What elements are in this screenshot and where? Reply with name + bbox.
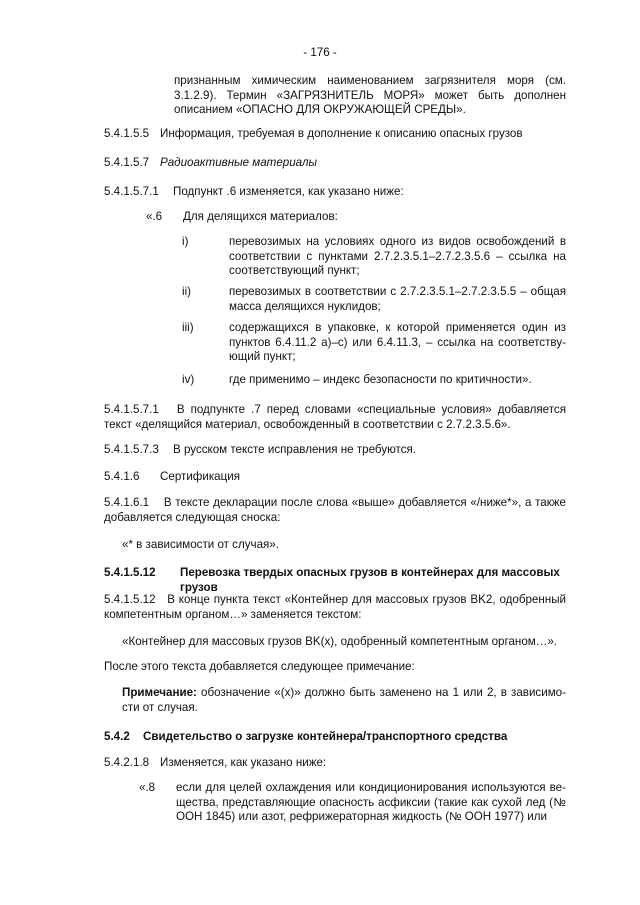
section-title: Информация, требуемая в дополнение к описанию опасных грузов: [160, 127, 523, 140]
section-number: 5.4.1.5.7: [104, 156, 150, 169]
section-5-4-1-5-12: [104, 593, 566, 622]
section-text: В тексте декларации после слова «выше» добавляется «/ниже*», а также добавляется следующая сноска:: [104, 496, 567, 524]
subitem-number: iv): [182, 373, 195, 386]
page-number: - 176 -: [303, 46, 337, 59]
item-6-text: Для делящихся материалов:: [183, 210, 338, 223]
item-8-text: если для целей охлаждения или кондиционирования используются вещества, представляющие опасность асфиксии (такие как сухой лед (№ ООН 1845) или азот, рефрижераторная жидкость (№ ООН 1977) или: [176, 781, 566, 824]
section-text: В конце пункта текст «Контейнер для массовых грузов BK2, одобренный компетентным органом…» заменяется текстом:: [104, 593, 566, 621]
section-number: 5.4.1.5.12: [104, 566, 156, 579]
section-text: В подпункте .7 перед словами «специальные условия» добавляется текст «делящийся материал, освобожденный в соответствии с 2.7.2.3.5.6».: [104, 403, 566, 431]
after-text: После этого текста добавляется следующее примечание:: [104, 660, 415, 673]
subitem-text: перевозимых в соответствии с 2.7.2.3.5.1–2.7.2.3.5.5 – общая масса делящихся нуклидов;: [229, 285, 566, 313]
subitem-text: где применимо – индекс безопасности по критичности».: [229, 373, 532, 386]
subitem-text: содержащихся в упаковке, к которой применяется один из пунктов 6.4.11.2 a)–c) или 6.4.11.3, – ссылка на соответствующий пункт;: [229, 321, 566, 364]
section-number: 5.4.1.5.5: [104, 127, 150, 140]
section-number: 5.4.1.6.1: [104, 496, 150, 509]
section-number: 5.4.1.5.7.1: [104, 403, 159, 416]
bk-quote: «Контейнер для массовых грузов BK(x), одобренный компетентным органом…».: [122, 635, 557, 648]
section-title: Радиоактивные материалы: [160, 156, 318, 169]
footnote-quote: «* в зависимости от случая».: [122, 538, 279, 551]
section-number: 5.4.1.5.12: [104, 593, 156, 606]
section-text: Изменяется, как указано ниже:: [160, 756, 327, 769]
subitem-number: ii): [182, 285, 192, 298]
section-5-4-1-6-1: [104, 496, 566, 525]
section-text: Подпункт .6 изменяется, как указано ниже:: [173, 185, 404, 198]
continuation-text: признанным химическим наименованием загрязнителя моря (см. 3.1.2.9). Термин «ЗАГРЯЗНИТЕЛЬ МОРЯ» может быть дополнен описанием «ОПАСНО ДЛЯ ОКРУЖАЮЩЕЙ СРЕДЫ».: [174, 74, 566, 117]
section-title: Перевозка твердых опасных грузов в контейнерах для массовых грузов: [180, 566, 560, 594]
section-title: Сертификация: [160, 470, 240, 483]
section-number: 5.4.2: [104, 730, 130, 743]
item-6-number: «.6: [146, 210, 163, 223]
item-8-number: «.8: [139, 781, 156, 794]
continuation-paragraph: [174, 74, 566, 118]
subitem-number: i): [182, 235, 189, 248]
note-label: Примечание:: [122, 686, 197, 699]
section-number: 5.4.1.6: [104, 470, 140, 483]
subitem-text: перевозимых на условиях одного из видов освобождений в соответствии с пунктами 2.7.2.3.5.1–2.7.2.3.5.6 – ссылка на соответствующий пункт;: [229, 235, 566, 278]
section-number: 5.4.2.1.8: [104, 756, 150, 769]
subitem-number: iii): [182, 321, 194, 334]
note-text: обозначение «(x)» должно быть заменено на 1 или 2, в зависимости от случая.: [122, 686, 566, 714]
section-5-4-1-5-7-1-second: [104, 403, 566, 432]
section-text: В русском тексте исправления не требуются.: [173, 443, 417, 456]
section-number: 5.4.1.5.7.3: [104, 443, 159, 456]
section-number: 5.4.1.5.7.1: [104, 185, 159, 198]
note-paragraph: [122, 686, 566, 715]
section-title: Свидетельство о загрузке контейнера/транспортного средства: [143, 730, 508, 743]
